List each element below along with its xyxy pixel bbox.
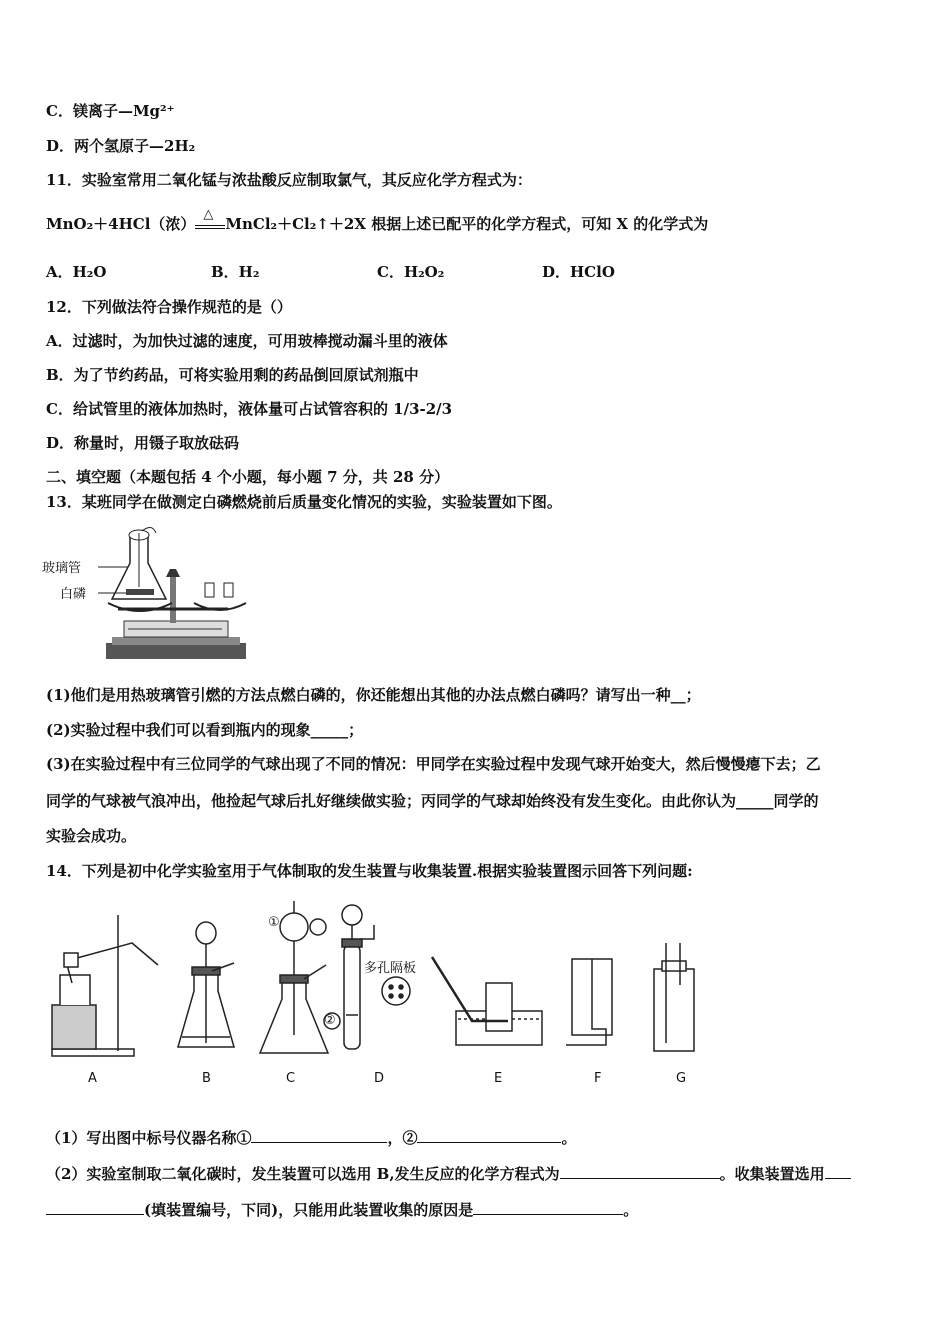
q11-equation-left: MnO₂＋4HCl（浓） bbox=[46, 215, 196, 233]
q12-option-b: B．为了节约药品，可将实验用剩的药品倒回原试剂瓶中 bbox=[46, 366, 419, 384]
blank-1[interactable] bbox=[251, 1128, 387, 1143]
label-c: C bbox=[286, 1071, 296, 1086]
mark-1: ① bbox=[268, 915, 280, 930]
q13-stem: 13．某班同学在做测定白磷燃烧前后质量变化情况的实验，实验装置如下图。 bbox=[46, 493, 562, 511]
q13-part1: (1)他们是用热玻璃管引燃的方法点燃白磷的，你还能想出其他的办法点燃白磷吗？请写出一种__； bbox=[46, 686, 701, 704]
q11-equation bbox=[46, 207, 709, 234]
apparatus-a bbox=[52, 915, 158, 1056]
label-glass-tube: 玻璃管 bbox=[42, 561, 82, 576]
q10-option-d: D．两个氢原子—2H₂ bbox=[46, 137, 196, 155]
q12-option-c: C．给试管里的液体加热时，液体量可占试管容积的 1/3-2/3 bbox=[46, 400, 453, 418]
q11-option-b: B．H₂ bbox=[211, 263, 260, 281]
blank-collect[interactable] bbox=[46, 1200, 144, 1215]
q14-part1 bbox=[46, 1128, 576, 1148]
q14-part2-reason: (填装置编号，下同)，只能用此装置收集的原因是 bbox=[144, 1201, 474, 1219]
label-d: D bbox=[374, 1071, 385, 1086]
q13-part3-line1: (3)在实验过程中有三位同学的气球出现了不同的情况：甲同学在实验过程中发现气球开始变大，然后慢慢瘪下去；乙 bbox=[46, 755, 821, 773]
q11-equation-right: MnCl₂＋Cl₂↑＋2X 根据上述已配平的化学方程式，可知 X 的化学式为 bbox=[225, 215, 709, 233]
q14-stem: 14．下列是初中化学实验室用于气体制取的发生装置与收集装置.根据实验装置图示回答下列问题: bbox=[46, 862, 693, 880]
q14-figure bbox=[46, 895, 726, 1095]
apparatus-e bbox=[432, 957, 542, 1045]
gas-apparatus-diagram bbox=[46, 895, 726, 1095]
label-b: B bbox=[202, 1071, 211, 1086]
q12-option-d: D．称量时，用镊子取放砝码 bbox=[46, 434, 240, 452]
q10-option-c: C．镁离子—Mg²⁺ bbox=[46, 102, 175, 120]
blank-reason[interactable] bbox=[473, 1200, 623, 1215]
q13-figure bbox=[42, 525, 252, 665]
q14-part2 bbox=[46, 1164, 851, 1184]
q14-part2-text: （2）实验室制取二氧化碳时，发生装置可以选用 B,发生反应的化学方程式为 bbox=[46, 1165, 560, 1183]
heat-condition bbox=[195, 207, 225, 229]
q11-stem: 11．实验室常用二氧化锰与浓盐酸反应制取氯气，其反应化学方程式为： bbox=[46, 171, 532, 189]
label-porous-plate: 多孔隔板 bbox=[364, 961, 417, 976]
delta-symbol: △ bbox=[203, 207, 214, 222]
q13-part3-line2: 同学的气球被气浪冲出，他捡起气球后扎好继续做实验；丙同学的气球却始终没有发生变化。由此你认为_____同学的 bbox=[46, 792, 819, 810]
q11-option-d: D．HClO bbox=[542, 263, 615, 281]
q13-part3-line3: 实验会成功。 bbox=[46, 827, 137, 845]
q14-part1-sep: ，② bbox=[387, 1129, 418, 1147]
q14-part1-end: 。 bbox=[561, 1129, 577, 1147]
q14-part2-cont bbox=[46, 1200, 638, 1220]
apparatus-f bbox=[566, 959, 612, 1045]
q11-option-a: A．H₂O bbox=[46, 263, 107, 281]
apparatus-b bbox=[178, 922, 234, 1047]
label-white-phosphorus: 白磷 bbox=[60, 587, 87, 602]
section-heading: 二、填空题（本题包括 4 个小题，每小题 7 分，共 28 分） bbox=[46, 468, 450, 486]
q11-option-c: C．H₂O₂ bbox=[377, 263, 445, 281]
mark-2: ② bbox=[324, 1013, 336, 1028]
blank-equation[interactable] bbox=[560, 1164, 720, 1179]
apparatus-g bbox=[654, 943, 694, 1051]
apparatus-d bbox=[342, 905, 410, 1049]
label-e: E bbox=[494, 1071, 503, 1086]
q14-part2-collect: 。收集装置选用 bbox=[719, 1165, 825, 1183]
label-f: F bbox=[594, 1071, 602, 1086]
blank-2[interactable] bbox=[417, 1128, 561, 1143]
label-g: G bbox=[676, 1071, 687, 1086]
q12-stem: 12．下列做法符合操作规范的是（） bbox=[46, 298, 292, 316]
q14-part2-end: 。 bbox=[623, 1201, 639, 1219]
blank-collect-start[interactable] bbox=[825, 1164, 851, 1179]
label-a: A bbox=[88, 1071, 97, 1086]
q12-option-a: A．过滤时，为加快过滤的速度，可用玻棒搅动漏斗里的液体 bbox=[46, 332, 448, 350]
q14-part1-text: （1）写出图中标号仪器名称① bbox=[46, 1129, 252, 1147]
q13-part2: (2)实验过程中我们可以看到瓶内的现象_____； bbox=[46, 721, 364, 739]
